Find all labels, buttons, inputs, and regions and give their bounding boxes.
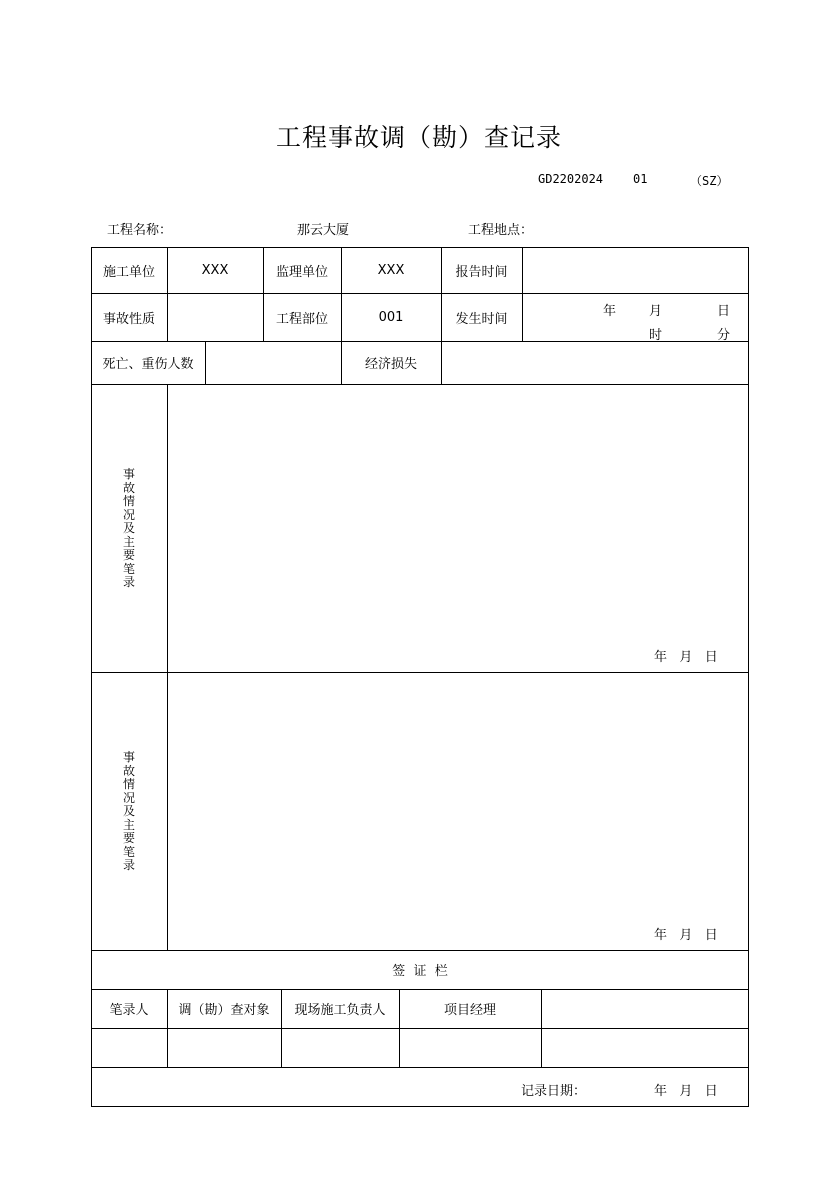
doc-suffix: （SZ）: [690, 174, 729, 188]
project-manager-label: 项目经理: [443, 1003, 496, 1018]
contractor-value: XXX: [201, 262, 229, 278]
subject-label: 调（勘）查对象: [178, 1003, 270, 1018]
section2-side-label: 事故情况及主要笔录: [122, 750, 135, 872]
project-location-label: 工程地点：: [468, 223, 534, 238]
occur-time-label: 发生时间: [455, 311, 508, 327]
part-label: 工程部位: [275, 311, 328, 327]
doc-seq: 01: [633, 172, 648, 186]
occur-month: 月: [649, 304, 663, 319]
signature-header: 签 证 栏: [392, 964, 448, 979]
occur-day: 日: [717, 304, 731, 319]
occur-minute: 分: [717, 328, 731, 343]
section2-date: 年 月 日: [654, 928, 718, 943]
report-time-label: 报告时间: [455, 264, 508, 280]
nature-label: 事故性质: [102, 311, 155, 327]
supervisor-label: 监理单位: [275, 264, 328, 280]
page-title: 工程事故调（勘）查记录: [275, 123, 562, 152]
loss-label: 经济损失: [364, 357, 417, 372]
part-value: 001: [378, 309, 404, 325]
occur-year: 年: [603, 304, 617, 319]
contractor-label: 施工单位: [102, 264, 155, 280]
supervisor-value: XXX: [377, 262, 405, 278]
project-name-label: 工程名称：: [107, 223, 173, 238]
section1-date: 年 月 日: [654, 650, 718, 665]
doc-number: GD2202024: [538, 172, 604, 186]
record-date-label: 记录日期：: [521, 1084, 587, 1099]
project-name-value: 那云大厦: [297, 223, 350, 238]
section1-side-label: 事故情况及主要笔录: [122, 467, 135, 589]
site-manager-label: 现场施工负责人: [294, 1003, 386, 1018]
record-date: 年 月 日: [654, 1084, 718, 1099]
casualties-label: 死亡、重伤人数: [102, 357, 194, 372]
recorder-label: 笔录人: [109, 1003, 149, 1018]
occur-hour: 时: [649, 328, 663, 343]
